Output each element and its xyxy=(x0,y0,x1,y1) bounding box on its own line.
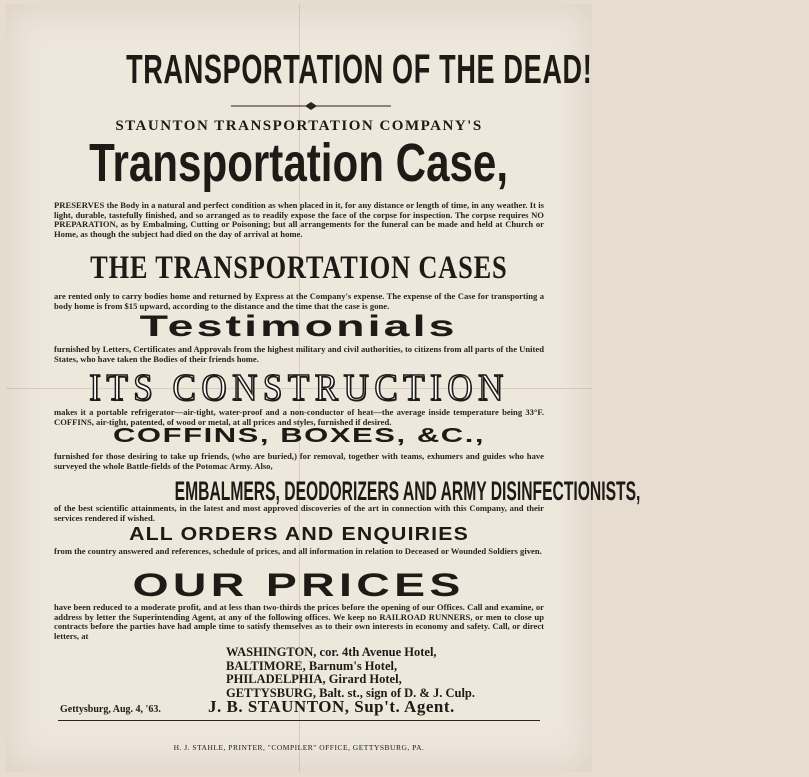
orders-heading-wrap xyxy=(6,524,592,545)
case-title-wrap xyxy=(6,132,592,194)
testimonials-heading: Testimonials xyxy=(139,310,459,343)
bottom-rule xyxy=(58,720,540,721)
address-philadelphia: PHILADELPHIA, Girard Hotel, xyxy=(226,672,402,686)
case-paragraph: PRESERVES the Body in a natural and perfect condition as when placed in it, for any distance or length of time, in any weather. It is light, durable, tastefully finished, and so arranged as to readily expose the face of the corpse for inspection. The corpse requires NO PREPARATION, as by Embalming, Cutting or Poisoning; but all arrangements for the funeral can be made and held at Church or Home, as though the subject had died on the day of arrival at home. xyxy=(54,200,544,239)
embalmers-heading: EMBALMERS, DEODORIZERS AND ARMY DISINFECTIONISTS, xyxy=(174,476,641,506)
address-washington: WASHINGTON, cor. 4th Avenue Hotel, xyxy=(226,645,437,659)
prices-heading-wrap xyxy=(6,567,592,604)
cases-heading-wrap xyxy=(6,250,592,287)
testimonials-paragraph: furnished by Letters, Certificates and Approvals from the highest military and civil authorities, to citizens from all parts of the United States, who have taken the Bodies of their friends home. xyxy=(54,344,544,364)
construction-heading: ITS CONSTRUCTION xyxy=(89,367,509,409)
orders-heading: ALL ORDERS AND ENQUIRIES xyxy=(129,524,469,544)
signature: J. B. STAUNTON, Sup't. Agent. xyxy=(208,697,455,716)
address-baltimore: BALTIMORE, Barnum's Hotel, xyxy=(226,658,398,673)
office-addresses xyxy=(226,646,556,700)
construction-heading-wrap xyxy=(6,366,592,410)
printer-imprint-wrap xyxy=(6,737,592,755)
prices-heading: OUR PRICES xyxy=(132,567,466,603)
address-gettysburg: GETTYSBURG, Balt. st., sign of D. & J. Culp. xyxy=(226,685,475,700)
cases-heading: THE TRANSPORTATION CASES xyxy=(90,250,508,286)
embalmers-paragraph: of the best scientific attainments, in the latest and most approved discoveries of the art in connection with this Company, and their services rendered if wished. xyxy=(54,503,544,523)
headline: TRANSPORTATION OF THE DEAD! xyxy=(126,46,593,92)
cases-paragraph: are rented only to carry bodies home and returned by Express at the Company's expense. The expense of the Case for transporting a body home is from $15 upward, according to the distance and the time that the case is gone. xyxy=(54,291,544,311)
headline-wrap xyxy=(6,46,592,93)
orders-paragraph: from the country answered and references, schedule of prices, and all information in relation to Deceased or Wounded Soldiers given. xyxy=(54,546,542,556)
ornament-rule xyxy=(231,102,391,110)
prices-paragraph: have been reduced to a moderate profit, and at less than two-thirds the prices before the opening of our Offices. Call and examine, or address by letter the Superintending Agent, at any of the following offices. We keep no RAILROAD RUNNERS, or men to close up contracts before the parties have had ample time to satisfy themselves as to their own interests in economy and safety. Call, or direct letters, at xyxy=(54,602,544,641)
construction-paragraph: makes it a portable refrigerator—air-tight, water-proof and a non-conductor of heat—the average inside temperature being 33°F. COFFINS, air-tight, patented, of wood or metal, at all prices and styles, furnished if desired. xyxy=(54,407,544,427)
dateline: Gettysburg, Aug. 4, '63. xyxy=(60,704,161,715)
coffins-paragraph: furnished for those desiring to take up friends, (who are buried,) for removal, together with teams, exhumers and guides who have surveyed the whole Battle-fields of the Potomac Army. Also, xyxy=(54,451,544,471)
coffins-heading-wrap xyxy=(6,425,592,448)
broadside-poster xyxy=(6,4,641,772)
case-title: Transportation Case, xyxy=(89,133,509,193)
company-line: STAUNTON TRANSPORTATION COMPANY'S xyxy=(115,118,483,134)
testimonials-heading-wrap xyxy=(6,310,592,344)
coffins-heading: COFFINS, BOXES, &C., xyxy=(112,425,486,447)
printer-imprint: H. J. STAHLE, PRINTER, "COMPILER" OFFICE, GETTYSBURG, PA. xyxy=(173,743,425,752)
